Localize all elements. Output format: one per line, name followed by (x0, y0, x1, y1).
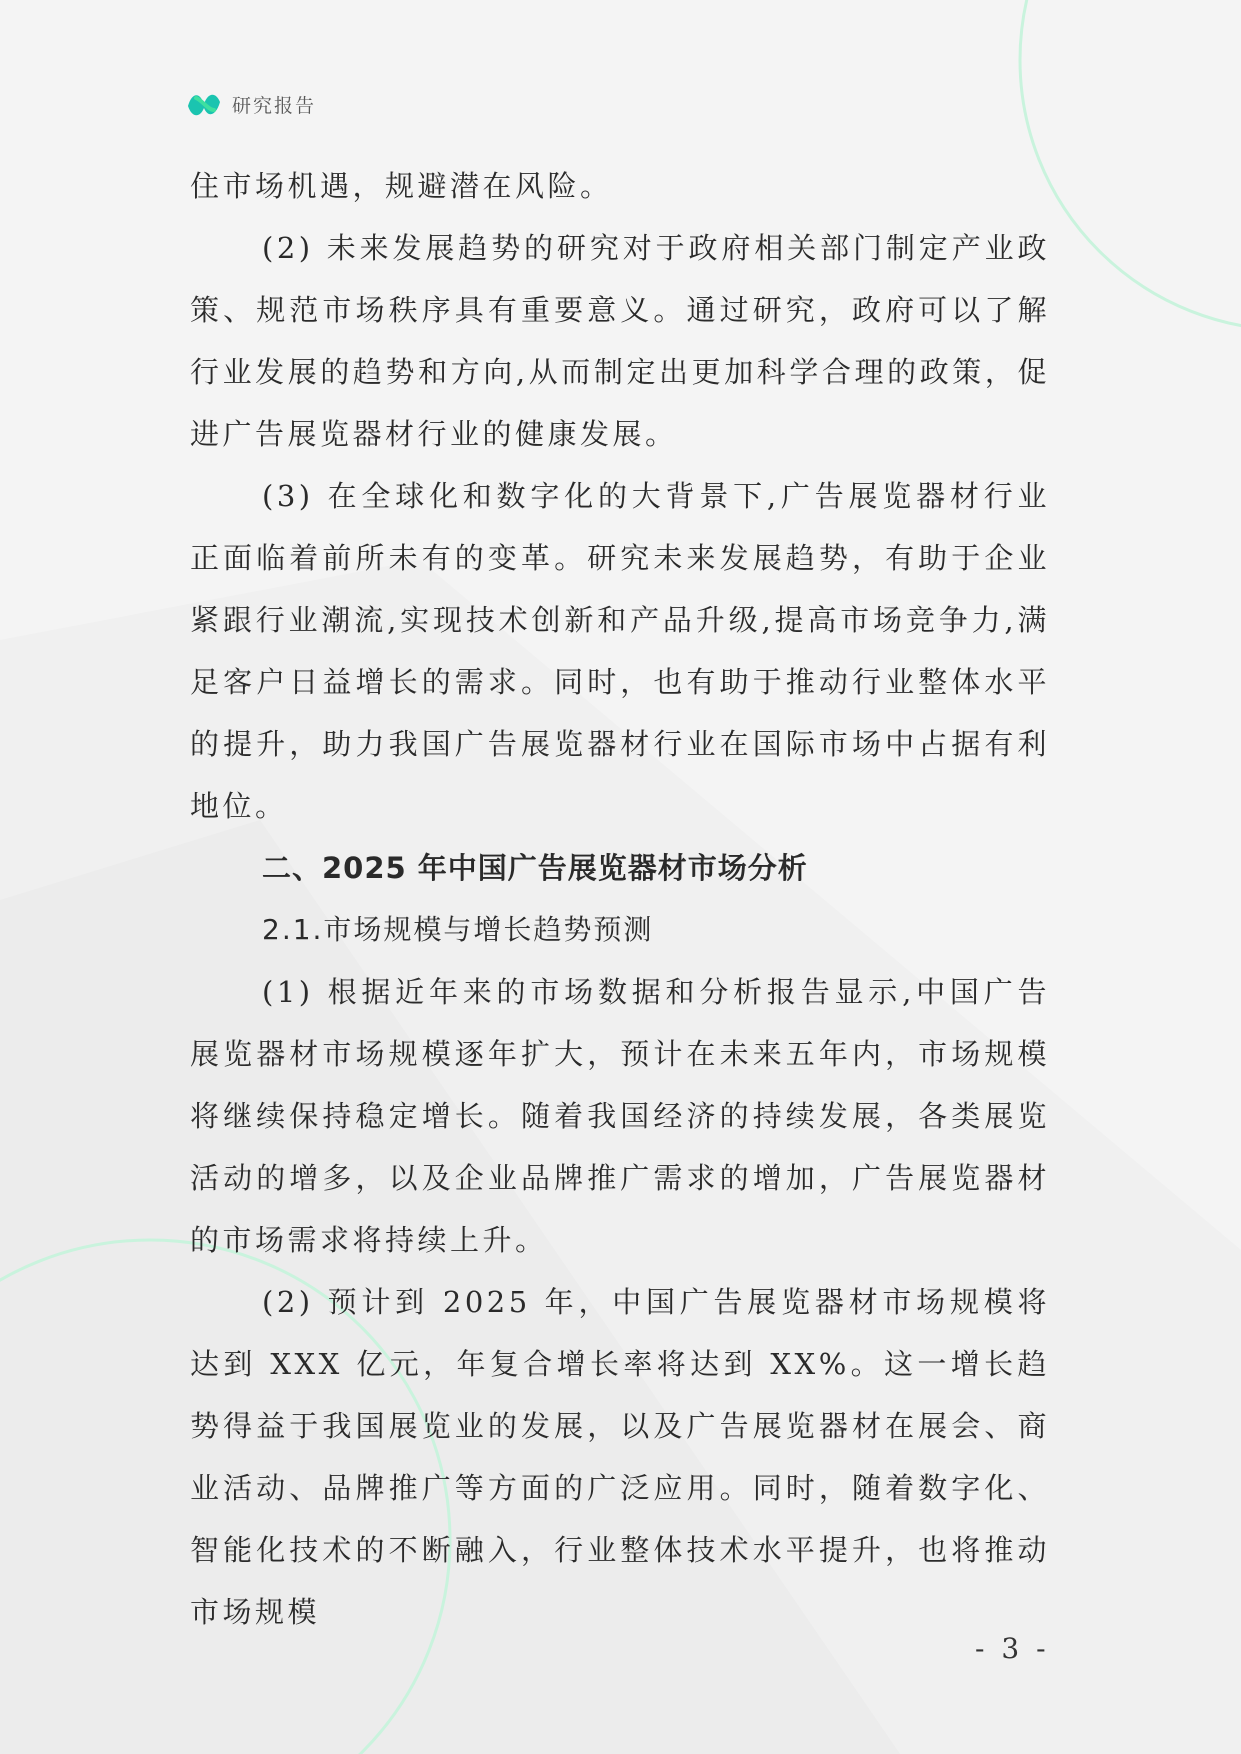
report-logo-icon (186, 88, 222, 120)
page-number: - 3 - (975, 1632, 1050, 1665)
document-body (190, 155, 1050, 1643)
paragraph-market-2: (2) 预计到 2025 年，中国广告展览器材市场规模将达到 XXX 亿元，年复合增长率将达到 XX%。这一增长趋势得益于我国展览业的发展，以及广告展览器材在展会、商业活动、品牌推广等方面的广泛应用。同时，随着数字化、智能化技术的不断融入，行业整体技术水平提升，也将推动市场规模 (190, 1285, 1050, 1629)
subsection-heading: 2.1.市场规模与增长趋势预测 (262, 913, 654, 946)
section-heading: 二、2025 年中国广告展览器材市场分析 (262, 851, 808, 885)
paragraph-item-3: (3) 在全球化和数字化的大背景下,广告展览器材行业正面临着前所未有的变革。研究未来发展趋势，有助于企业紧跟行业潮流,实现技术创新和产品升级,提高市场竞争力,满足客户日益增长的需求。同时，也有助于推动行业整体水平的提升，助力我国广告展览器材行业在国际市场中占据有利地位。 (190, 479, 1050, 823)
header-title: 研究报告 (232, 94, 317, 117)
paragraph-market-1: (1) 根据近年来的市场数据和分析报告显示,中国广告展览器材市场规模逐年扩大，预计在未来五年内，市场规模将继续保持稳定增长。随着我国经济的持续发展，各类展览活动的增多，以及企业品牌推广需求的增加，广告展览器材的市场需求将持续上升。 (190, 975, 1050, 1257)
paragraph-continuation: 住市场机遇，规避潜在风险。 (190, 169, 613, 203)
report-header (186, 88, 316, 120)
paragraph-item-2: (2) 未来发展趋势的研究对于政府相关部门制定产业政策、规范市场秩序具有重要意义。通过研究，政府可以了解行业发展的趋势和方向,从而制定出更加科学合理的政策，促进广告展览器材行业的健康发展。 (190, 231, 1050, 451)
